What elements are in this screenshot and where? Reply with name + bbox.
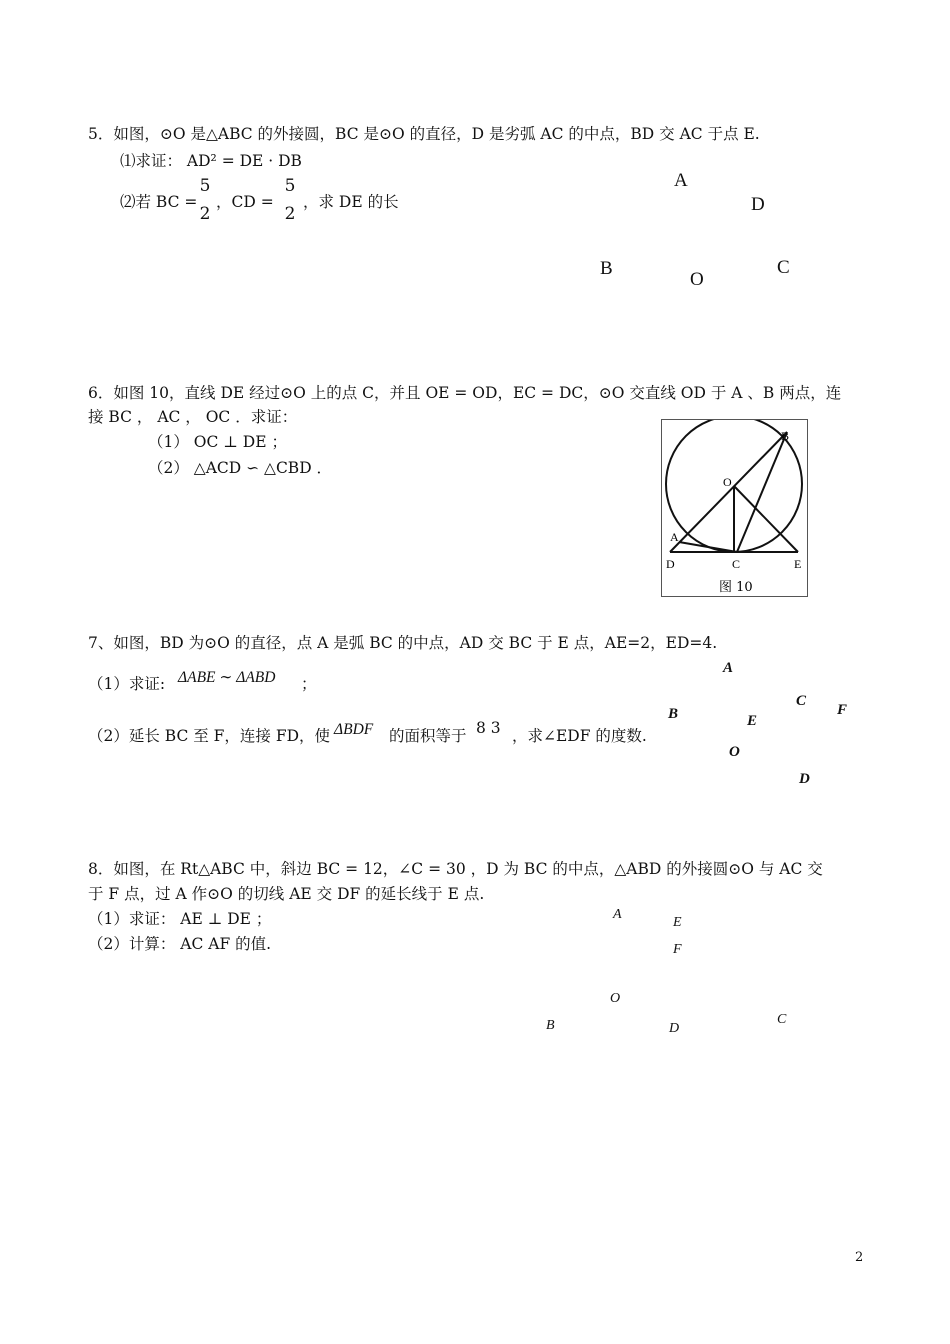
q6-label-e: E <box>794 557 802 571</box>
q5-label-a: A <box>674 170 688 191</box>
q6-line-oe <box>734 486 798 552</box>
q6-label-a: A <box>670 530 679 544</box>
q5-frac2-denominator: 2 <box>284 204 296 224</box>
q6-figure-caption: 图 10 <box>719 580 753 595</box>
q6-statement-line1: 6．如图 10，直线 DE 经过⊙O 上的点 C，并且 OE = OD，EC = DC，⊙O 交直线 OD 于 A 、B 两点，连 <box>88 384 842 402</box>
q7-label-c: C <box>796 693 807 709</box>
q6-label-o: O <box>723 475 732 489</box>
q5-label-d: D <box>751 194 765 215</box>
q5-label-b: B <box>600 258 613 279</box>
q8-statement-line2: 于 F 点，过 A 作⊙O 的切线 AE 交 DF 的延长线于 E 点. <box>88 885 485 903</box>
q6-part1: （1） OC ⊥ DE ； <box>148 433 287 451</box>
q8-label-b: B <box>546 1018 555 1033</box>
q7-statement: 7、如图，BD 为⊙O 的直径，点 A 是弧 BC 的中点，AD 交 BC 于 E 点，AE=2，ED=4. <box>88 634 718 652</box>
q7-part1-prefix: （1）求证: <box>88 675 166 693</box>
q7-label-o: O <box>729 744 740 760</box>
q5-part1: ⑴求证： AD² = DE · DB <box>120 152 302 170</box>
q8-label-f: F <box>673 942 682 957</box>
q5-part2-prefix: ⑵若 BC = <box>120 193 198 211</box>
q8-label-d: D <box>669 1021 680 1036</box>
q6-line-ac <box>679 542 737 552</box>
q5-frac1-numerator: 5 <box>199 176 211 196</box>
q8-statement-line1: 8．如图，在 Rt△ABC 中，斜边 BC = 12，∠C = 30 ，D 为 BC 的中点，△ABD 的外接圆⊙O 与 AC 交 <box>88 860 823 878</box>
q8-part2: （2）计算： AC AF 的值. <box>88 935 272 953</box>
q6-line-db <box>670 432 787 552</box>
q6-label-d: D <box>666 557 675 571</box>
q8-label-o: O <box>610 991 621 1006</box>
q5-frac2-numerator: 5 <box>284 176 296 196</box>
q6-figure-10 <box>661 419 808 597</box>
q7-label-a: A <box>723 660 734 676</box>
q5-label-c: C <box>777 257 790 278</box>
q6-label-b: B <box>781 429 790 443</box>
q7-label-f: F <box>837 702 848 718</box>
q8-label-e: E <box>673 915 682 930</box>
q8-label-c: C <box>777 1012 787 1027</box>
q7-part2-area-value: 8 3 <box>476 719 501 737</box>
q7-part1-similarity: ΔABE ∼ ΔABD <box>178 669 276 686</box>
q7-part1-suffix: ； <box>301 675 317 693</box>
q6-statement-line2: 接 BC ， AC ， OC ．求证： <box>88 408 298 426</box>
page-number: 2 <box>855 1250 864 1265</box>
q7-part2-area-text: 的面积等于 <box>389 727 467 745</box>
q7-label-d: D <box>799 771 810 787</box>
q5-frac1-denominator: 2 <box>199 204 211 224</box>
q5-part2-suffix: ，求 DE 的长 <box>303 193 399 211</box>
q6-figure-drawing <box>662 420 807 596</box>
q5-statement: 5．如图，⊙O 是△ABC 的外接圆，BC 是⊙O 的直径，D 是劣弧 AC 的中点，BD 交 AC 于点 E. <box>88 125 760 143</box>
q5-label-o: O <box>690 269 704 290</box>
q7-part2-suffix: ，求∠EDF 的度数. <box>512 727 647 745</box>
q5-part2-middle: ，CD = <box>216 193 274 211</box>
q7-part2-triangle: ΔBDF <box>334 721 374 738</box>
q6-label-c: C <box>732 557 741 571</box>
q8-label-a: A <box>613 907 622 922</box>
q7-label-e: E <box>747 713 758 729</box>
q7-label-b: B <box>668 706 679 722</box>
q8-part1: （1）求证： AE ⊥ DE ； <box>88 910 272 928</box>
q7-part2-prefix: （2）延长 BC 至 F，连接 FD，使 <box>88 727 331 745</box>
q6-part2: （2） △ACD ∽ △CBD ． <box>148 459 333 477</box>
